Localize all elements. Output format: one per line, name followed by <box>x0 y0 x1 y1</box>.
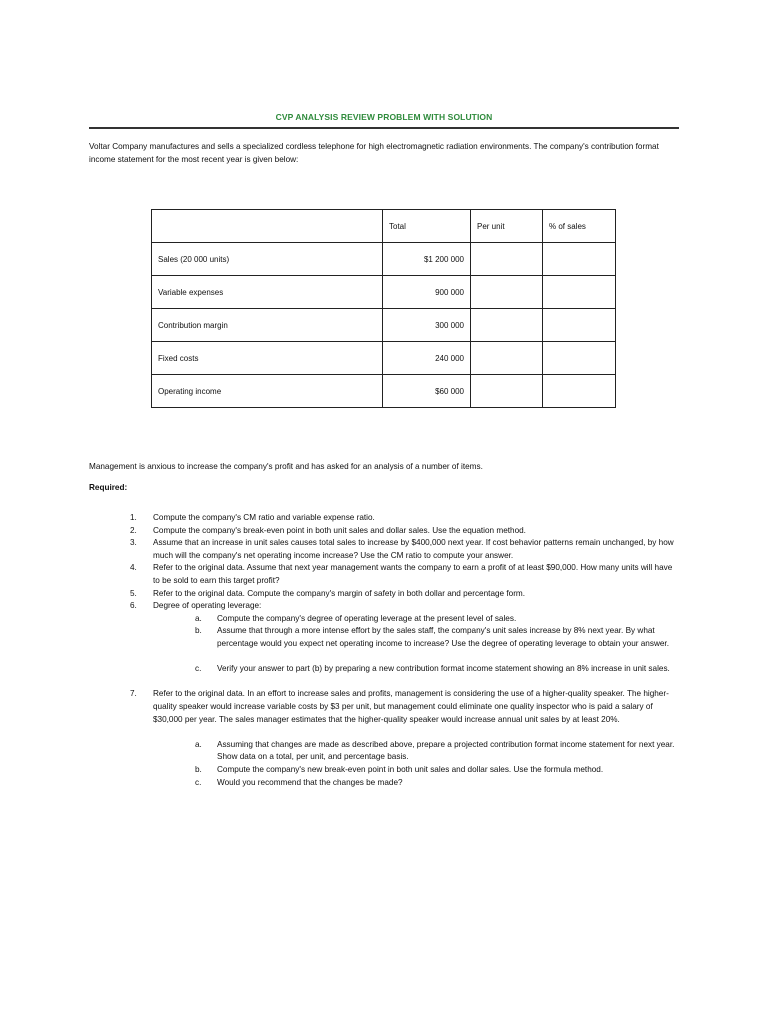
sub-item-letter: a. <box>195 613 202 623</box>
item-number: 3. <box>130 538 137 548</box>
item-number: 5. <box>130 588 137 598</box>
table-row <box>152 276 616 309</box>
sub-item-text: Verify your answer to part (b) by preparing a new contribution format income statement showing an 8% increase in unit sales. <box>217 664 670 674</box>
table-row <box>152 375 616 408</box>
sub-item-text: Would you recommend that the changes be made? <box>217 777 403 787</box>
intro-paragraph: Voltar Company manufactures and sells a specialized cordless telephone for high electromagnetic radiation environments. The company's contribution format income statement for the most recent year is given below: <box>89 142 659 164</box>
sub-item-letter: c. <box>195 664 202 674</box>
row-pct <box>543 375 616 408</box>
sub-item-letter: a. <box>195 739 202 749</box>
item-number: 6. <box>130 601 137 611</box>
item-text: Compute the company's CM ratio and variable expense ratio. <box>153 513 375 522</box>
row-total: 240 000 <box>383 342 471 375</box>
header-cell-total: Total <box>383 210 471 243</box>
table-header-row <box>152 210 616 243</box>
row-pct <box>543 342 616 375</box>
row-pct <box>543 243 616 276</box>
item-number: 1. <box>130 513 137 522</box>
management-paragraph: Management is anxious to increase the company's profit and has asked for an analysis of a number of items. <box>89 462 483 471</box>
table-row <box>152 342 616 375</box>
document-title: CVP ANALYSIS REVIEW PROBLEM WITH SOLUTION <box>275 112 493 122</box>
row-per-unit <box>471 276 543 309</box>
item-text: Refer to the original data. Assume that next year management wants the company to earn a profit of at least $90,000. How many units will have to be sold to earn this target profit? <box>153 563 673 585</box>
item-text: Refer to the original data. In an effort to increase sales and profits, management is considering the use of a higher-quality speaker. The higher-quality speaker would increase variable costs by $3 per unit, but management could eliminate one quality inspector who is paid a salary of $30,000 per year. The sales manager estimates that the higher-quality speaker would increase annual unit sales by at least 20%. <box>153 689 669 724</box>
sub-item-text: Assuming that changes are made as described above, prepare a projected contribution format income statement for next year. Show data on a total, per unit, and percentage basis. <box>217 739 675 762</box>
sub-item-letter: b. <box>195 626 202 636</box>
item-text: Degree of operating leverage: <box>153 601 262 611</box>
item-number: 4. <box>130 563 137 573</box>
income-statement-table <box>151 209 616 408</box>
sub-item-text: Assume that through a more intense effort by the sales staff, the company's unit sales increase by 8% next year. By what percentage would you expect net operating income to increase? Use the degree of operating leverage to obtain your answer. <box>217 626 669 648</box>
row-per-unit <box>471 342 543 375</box>
sub-item-text: Compute the company's degree of operating leverage at the present level of sales. <box>217 613 517 623</box>
item-number: 7. <box>130 689 137 699</box>
row-per-unit <box>471 375 543 408</box>
item-text: Compute the company's break-even point in both unit sales and dollar sales. Use the equation method. <box>153 525 526 535</box>
row-label: Sales (20 000 units) <box>152 243 383 276</box>
table-row <box>152 309 616 342</box>
row-total: 300 000 <box>383 309 471 342</box>
row-label: Contribution margin <box>152 309 383 342</box>
row-label: Fixed costs <box>152 342 383 375</box>
sub-item-letter: c. <box>195 777 202 787</box>
header-cell-label <box>152 210 383 243</box>
header-cell-pct-sales: % of sales <box>543 210 616 243</box>
title-rule <box>89 127 679 129</box>
item-number: 2. <box>130 525 137 535</box>
row-per-unit <box>471 309 543 342</box>
sub-item-text: Compute the company's new break-even point in both unit sales and dollar sales. Use the formula method. <box>217 765 604 774</box>
row-total: $60 000 <box>383 375 471 408</box>
item-text: Assume that an increase in unit sales causes total sales to increase by $400,000 next year. If cost behavior patterns remain unchanged, by how much will the company's net operating income increase? Use the CM ratio to compute your answer. <box>153 538 674 560</box>
row-total: 900 000 <box>383 276 471 309</box>
header-cell-per-unit: Per unit <box>471 210 543 243</box>
row-label: Variable expenses <box>152 276 383 309</box>
row-total: $1 200 000 <box>383 243 471 276</box>
row-pct <box>543 309 616 342</box>
row-per-unit <box>471 243 543 276</box>
required-heading: Required: <box>89 483 128 492</box>
row-label: Operating income <box>152 375 383 408</box>
sub-item-letter: b. <box>195 765 202 774</box>
item-text: Refer to the original data. Compute the company's margin of safety in both dollar and percentage form. <box>153 588 526 598</box>
row-pct <box>543 276 616 309</box>
table-row <box>152 243 616 276</box>
